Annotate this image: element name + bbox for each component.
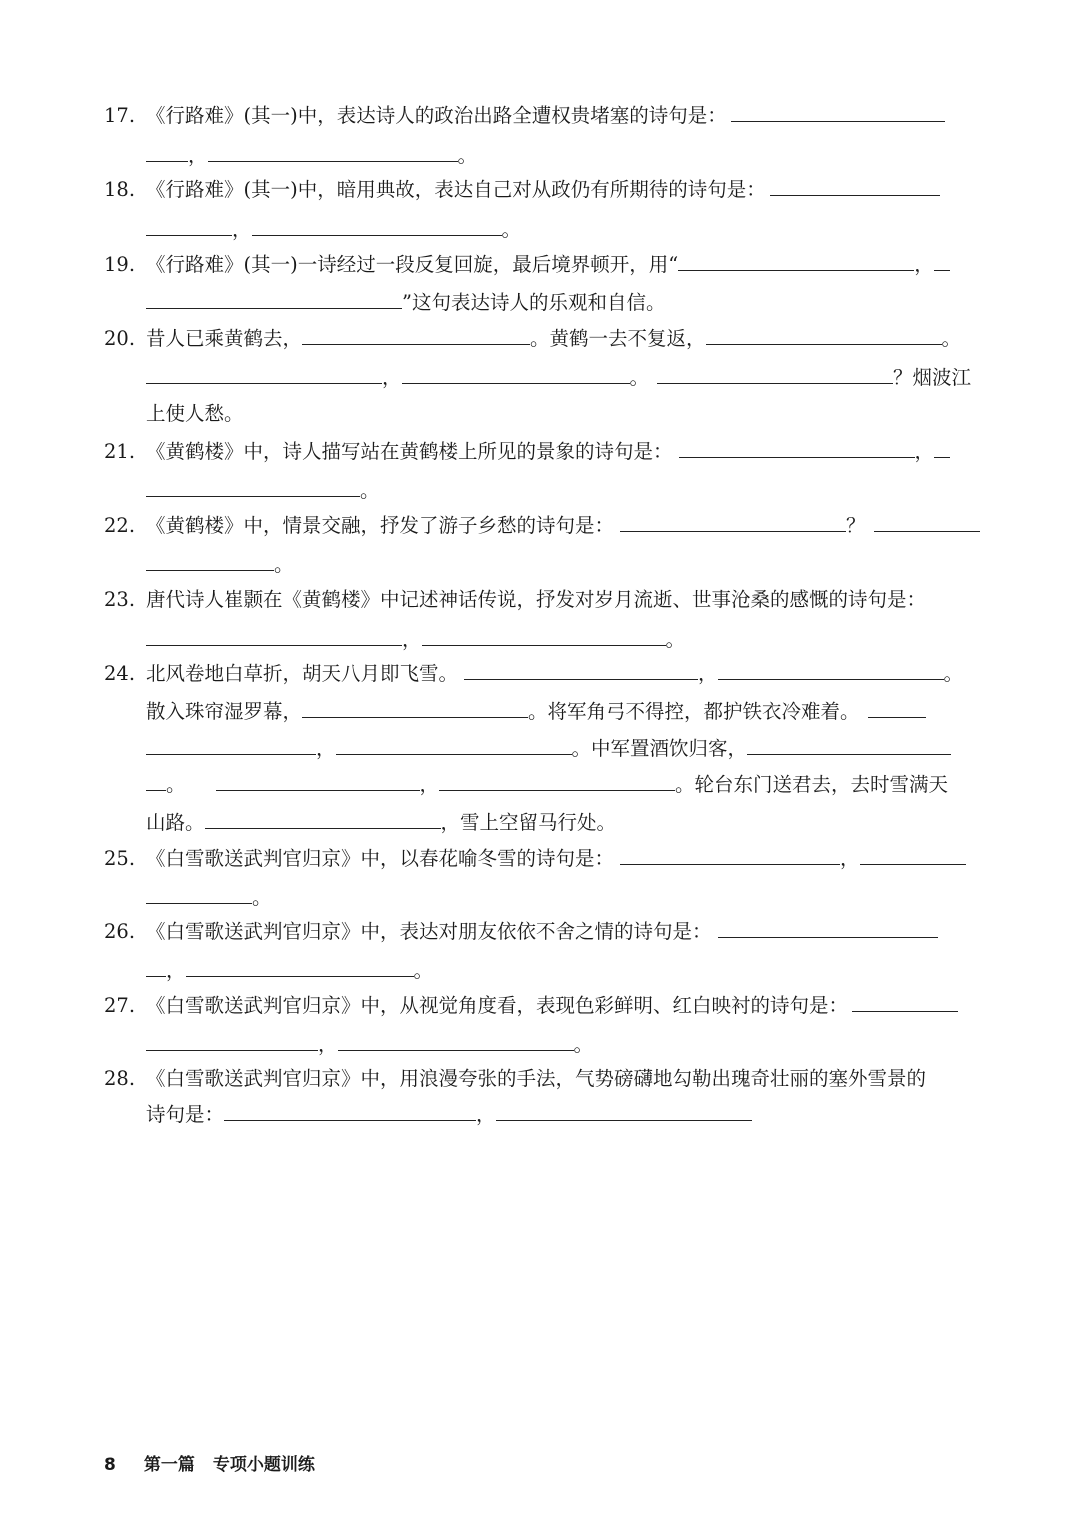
question-number: 21. [104, 440, 136, 463]
question-text: 《白雪歌送武判官归京》中，以春花喻冬雪的诗句是： [146, 847, 615, 870]
question-text: ”这句表达诗人的乐观和自信。 [402, 291, 666, 314]
question-number: 25. [104, 847, 136, 870]
answer-blank[interactable] [679, 435, 915, 458]
answer-blank[interactable] [620, 842, 840, 865]
question-text: 《黄鹤楼》中，诗人描写站在黄鹤楼上所见的景象的诗句是： [146, 440, 673, 463]
question-number: 28. [104, 1067, 136, 1090]
question-21-line-1: 21. 《黄鹤楼》中，诗人描写站在黄鹤楼上所见的景象的诗句是： ， [0, 434, 1080, 470]
question-23-line-2: ， 。 [0, 622, 1080, 658]
section-title: 专项小题训练 [212, 1455, 315, 1475]
answer-blank[interactable] [934, 435, 950, 458]
question-24-line-5: 山路。 ，雪上空留马行处。 [0, 805, 1080, 841]
question-text: 《黄鹤楼》中，情景交融，抒发了游子乡愁的诗句是： [146, 514, 615, 537]
answer-blank[interactable] [934, 248, 950, 271]
answer-blank[interactable] [146, 732, 316, 755]
question-17-line-1 [0, 98, 1080, 134]
answer-blank[interactable] [302, 695, 528, 718]
answer-blank[interactable] [770, 173, 940, 196]
question-26-line-1 [0, 914, 1080, 950]
question-23-line-1 [0, 582, 1080, 618]
answer-blank[interactable] [338, 1028, 574, 1051]
answer-blank[interactable] [706, 322, 942, 345]
question-text: 散入珠帘湿罗幕， [146, 700, 303, 723]
page-footer [104, 1452, 315, 1478]
question-25-line-2: 。 [0, 880, 1080, 916]
answer-blank[interactable] [302, 322, 530, 345]
answer-blank[interactable] [205, 806, 441, 829]
question-number: 17. [104, 104, 136, 127]
answer-blank[interactable] [868, 695, 926, 718]
question-text: 《白雪歌送武判官归京》中，表达对朋友依依不舍之情的诗句是： [146, 920, 712, 943]
question-24-line-4: 。 ， 。轮台东门送君去，去时雪满天 [0, 767, 1080, 803]
question-28-line-2: 诗句是： ， [0, 1097, 1080, 1133]
question-24-line-3: ， 。中军置酒饮归客， [0, 731, 1080, 767]
answer-blank[interactable] [146, 623, 402, 646]
answer-blank[interactable] [146, 139, 188, 162]
answer-blank[interactable] [146, 1028, 318, 1051]
answer-blank[interactable] [657, 361, 893, 384]
answer-blank[interactable] [146, 881, 252, 904]
question-text: 上使人愁。 [146, 402, 244, 425]
question-21-line-2: 。 [0, 473, 1080, 509]
answer-blank[interactable] [146, 361, 382, 384]
answer-blank[interactable] [252, 213, 502, 236]
question-18-line-2: ， 。 [0, 212, 1080, 248]
answer-blank[interactable] [747, 732, 951, 755]
answer-blank[interactable] [146, 768, 166, 791]
question-number: 19. [104, 253, 136, 276]
answer-blank[interactable] [146, 548, 274, 571]
question-text: 《行路难》(其一)中，暗用典故，表达自己对从政仍有所期待的诗句是： [146, 178, 766, 201]
question-text: 北风卷地白草折，胡天八月即飞雪。 [146, 662, 459, 685]
question-number: 18. [104, 178, 136, 201]
question-number: 24. [104, 662, 136, 685]
question-28-line-1 [0, 1061, 1080, 1097]
question-number: 20. [104, 327, 136, 350]
answer-blank[interactable] [718, 915, 938, 938]
question-27-line-2: ， 。 [0, 1027, 1080, 1063]
answer-blank[interactable] [422, 623, 666, 646]
answer-blank[interactable] [146, 474, 360, 497]
answer-blank[interactable] [464, 657, 698, 680]
answer-blank[interactable] [216, 768, 420, 791]
question-20-line-3 [0, 396, 1080, 432]
answer-blank[interactable] [852, 989, 958, 1012]
question-27-line-1 [0, 988, 1080, 1024]
question-text: 山路。 [146, 811, 205, 834]
answer-blank[interactable] [620, 509, 846, 532]
answer-blank[interactable] [731, 99, 945, 122]
answer-blank[interactable] [146, 286, 402, 309]
question-text: 《白雪歌送武判官归京》中，用浪漫夸张的手法，气势磅礴地勾勒出瑰奇壮丽的塞外雪景的 [146, 1067, 927, 1090]
question-text: 诗句是： [146, 1103, 225, 1126]
question-18-line-1 [0, 172, 1080, 208]
question-19-line-2 [0, 285, 1080, 321]
answer-blank[interactable] [439, 768, 675, 791]
answer-blank[interactable] [678, 248, 914, 271]
question-24-line-2: 散入珠帘湿罗幕， 。将军角弓不得控，都护铁衣冷难着。 [0, 694, 1080, 730]
question-number: 22. [104, 514, 136, 537]
question-text: 昔人已乘黄鹤去， [146, 327, 303, 350]
question-22-line-1: 22. 《黄鹤楼》中，情景交融，抒发了游子乡愁的诗句是： ？ [0, 508, 1080, 544]
question-number: 23. [104, 588, 136, 611]
question-19-line-1: 19. 《行路难》(其一)一诗经过一段反复回旋，最后境界顿开，用“ ， [0, 247, 1080, 283]
answer-blank[interactable] [186, 954, 414, 977]
question-26-line-2: ， 。 [0, 953, 1080, 989]
answer-blank[interactable] [718, 657, 944, 680]
question-text: 《行路难》(其一)一诗经过一段反复回旋，最后境界顿开，用“ [146, 253, 679, 276]
answer-blank[interactable] [224, 1098, 476, 1121]
question-20-line-1: 20. 昔人已乘黄鹤去， 。黄鹤一去不复返， 。 [0, 321, 1080, 357]
answer-blank[interactable] [874, 509, 980, 532]
answer-blank[interactable] [496, 1098, 752, 1121]
question-25-line-1: 25. 《白雪歌送武判官归京》中，以春花喻冬雪的诗句是： ， [0, 841, 1080, 877]
question-number: 27. [104, 994, 136, 1017]
answer-blank[interactable] [146, 213, 232, 236]
answer-blank[interactable] [336, 732, 572, 755]
question-text: 唐代诗人崔颢在《黄鹤楼》中记述神话传说，抒发对岁月流逝、世事沧桑的感慨的诗句是： [146, 588, 927, 611]
question-text: 《白雪歌送武判官归京》中，从视觉角度看，表现色彩鲜明、红白映衬的诗句是： [146, 994, 849, 1017]
answer-blank[interactable] [208, 139, 458, 162]
answer-blank[interactable] [860, 842, 966, 865]
answer-blank[interactable] [402, 361, 630, 384]
question-number: 26. [104, 920, 136, 943]
question-22-line-2: 。 [0, 547, 1080, 583]
part-title: 第一篇 [143, 1455, 195, 1475]
page-number: 8 [104, 1455, 116, 1475]
question-20-line-2: ， 。 ？烟波江 [0, 360, 1080, 396]
answer-blank[interactable] [146, 954, 166, 977]
question-text: 《行路难》(其一)中，表达诗人的政治出路全遭权贵堵塞的诗句是： [146, 104, 727, 127]
question-17-line-2: ， 。 [0, 138, 1080, 174]
question-24-line-1: 24. 北风卷地白草折，胡天八月即飞雪。 ， 。 [0, 656, 1080, 692]
